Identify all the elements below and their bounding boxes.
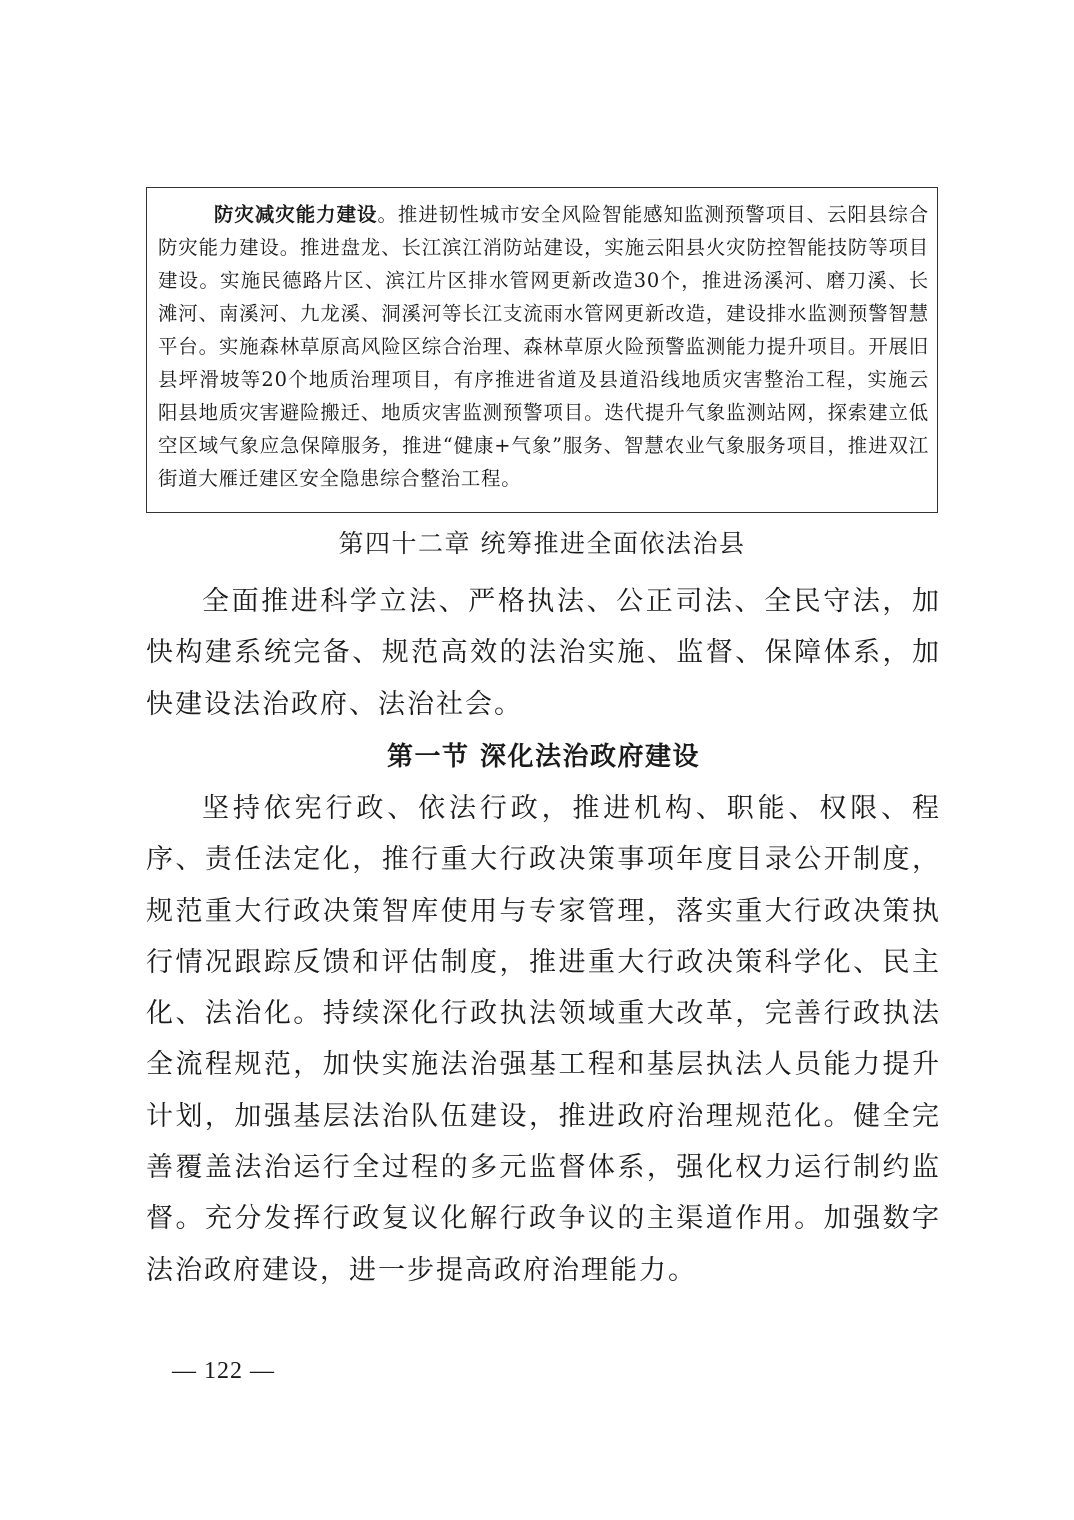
page-number: — 122 — bbox=[172, 1358, 275, 1384]
boxed-note-text: 。推进韧性城市安全风险智能感知监测预警项目、云阳县综合防灾能力建设。推进盘龙、长江滨江消防站建设，实施云阳县火灾防控智能技防等项目建设。实施民德路片区、滨江片区排水管网更新改造30个，推进汤溪河、磨刀溪、长滩河、南溪河、九龙溪、洞溪河等长江支流雨水管网更新改造，建设排水监测预警智慧平台。实施森林草原高风险区综合治理、森林草原火险预警监测能力提升项目。开展旧县坪滑坡等20个地质治理项目，有序推进省道及县道沿线地质灾害整治工程，实施云阳县地质灾害避险搬迁、地质灾害监测预警项目。迭代提升气象监测站网，探索建立低空区域气象应急保障服务，推进“健康+气象”服务、智慧农业气象服务项目，推进双江街道大雁迁建区安全隐患综合整治工程。 bbox=[158, 203, 929, 490]
boxed-note-lead: 防灾减灾能力建设 bbox=[214, 203, 378, 226]
section-title: 第一节 深化法治政府建设 bbox=[386, 742, 701, 772]
chapter-title: 第四十二章 统筹推进全面依法治县 bbox=[338, 529, 746, 558]
body-paragraph-2: 坚持依宪行政、依法行政，推进机构、职能、权限、程序、责任法定化，推行重大行政决策事项年度目录公开制度，规范重大行政决策智库使用与专家管理，落实重大行政决策执行情况跟踪反馈和评估制度，推进重大行政决策科学化、民主化、法治化。持续深化行政执法领域重大改革，完善行政执法全流程规范，加快实施法治强基工程和基层执法人员能力提升计划，加强基层法治队伍建设，推进政府治理规范化。健全完善覆盖法治运行全过程的多元监督体系，强化权力运行制约监督。充分发挥行政复议化解行政争议的主渠道作用。加强数字法治政府建设，进一步提高政府治理能力。 bbox=[146, 793, 941, 1286]
boxed-note-disaster-prevention bbox=[146, 187, 938, 513]
body-paragraph-1: 全面推进科学立法、严格执法、公正司法、全民守法，加快构建系统完备、规范高效的法治实施、监督、保障体系，加快建设法治政府、法治社会。 bbox=[146, 586, 941, 720]
